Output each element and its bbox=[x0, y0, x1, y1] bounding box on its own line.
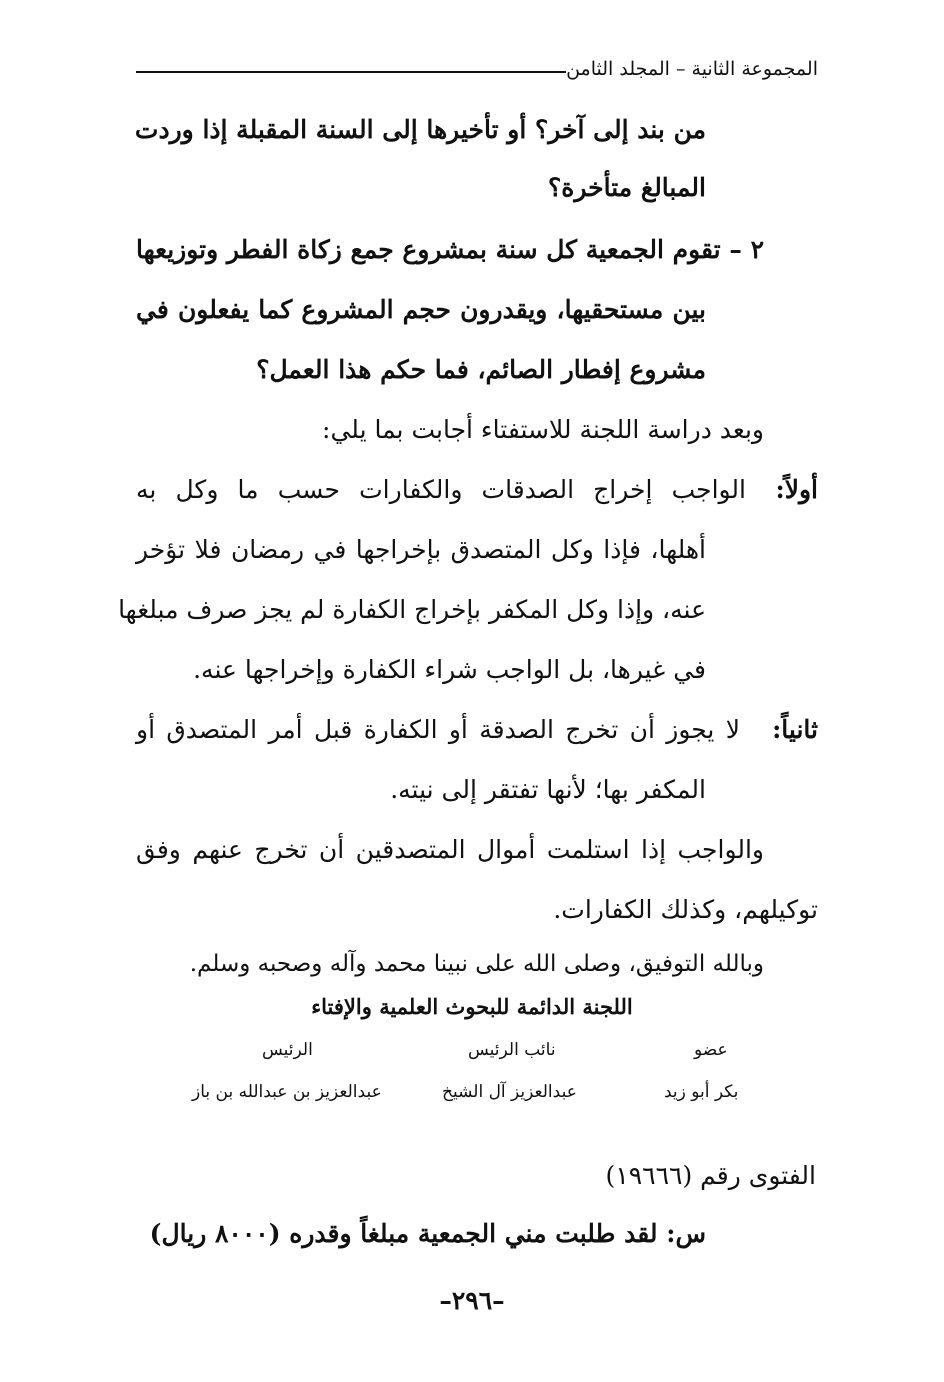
signatory-role: عضو bbox=[694, 1040, 728, 1060]
point-label-first: أولاً: bbox=[775, 475, 818, 504]
header-rule bbox=[136, 71, 566, 73]
point-first-line: في غيرها، بل الواجب شراء الكفارة وإخراجها عنه. bbox=[193, 655, 706, 684]
question-continuation-line: من بند إلى آخر؟ أو تأخيرها إلى السنة المقبلة إذا وردت bbox=[134, 115, 706, 144]
signatory-name: عبدالعزيز آل الشيخ bbox=[442, 1082, 577, 1102]
point-first-line: الواجب إخراج الصدقات والكفارات حسب ما وكل به bbox=[136, 475, 746, 504]
fatwa-number: الفتوى رقم (١٩٦٦٦) bbox=[605, 1161, 816, 1190]
point-second-line: لا يجوز أن تخرج الصدقة أو الكفارة قبل أمر المتصدق أو bbox=[136, 715, 740, 744]
running-header: المجموعة الثانية – المجلد الثامن bbox=[566, 58, 818, 80]
point-second-line: المكفر بها؛ لأنها تفتقر إلى نيته. bbox=[390, 775, 706, 804]
point-label-second: ثانياً: bbox=[772, 715, 818, 744]
closing-line: وبالله التوفيق، وصلى الله على نبينا محمد وآله وصحبه وسلم. bbox=[189, 951, 764, 977]
paragraph-line: توكيلهم، وكذلك الكفارات. bbox=[553, 895, 818, 924]
question-two-line: بين مستحقيها، ويقدرون حجم المشروع كما يفعلون في bbox=[136, 295, 706, 324]
page-number: –٢٩٦– bbox=[439, 1286, 505, 1315]
signatory-name: عبدالعزيز بن عبدالله بن باز bbox=[192, 1082, 382, 1102]
signatory-role: الرئيس bbox=[262, 1040, 313, 1060]
paragraph-line: والواجب إذا استلمت أموال المتصدقين أن تخرج عنهم وفق bbox=[136, 835, 764, 864]
question-start: س: لقد طلبت مني الجمعية مبلغاً وقدره (٨٠٠٠ ريال) bbox=[149, 1219, 706, 1248]
signatory-name: بكر أبو زيد bbox=[664, 1082, 739, 1102]
question-two-line: ٢ – تقوم الجمعية كل سنة بمشروع جمع زكاة الفطر وتوزيعها bbox=[136, 235, 764, 264]
signatory-role: نائب الرئيس bbox=[468, 1040, 556, 1060]
point-first-line: عنه، وإذا وكل المكفر بإخراج الكفارة لم يجز صرف مبلغها bbox=[118, 595, 706, 624]
committee-name: اللجنة الدائمة للبحوث العلمية والإفتاء bbox=[311, 994, 633, 1019]
question-continuation-line: المبالغ متأخرة؟ bbox=[548, 173, 706, 202]
answer-intro: وبعد دراسة اللجنة للاستفتاء أجابت بما يلي: bbox=[322, 415, 764, 444]
question-two-line: مشروع إفطار الصائم، فما حكم هذا العمل؟ bbox=[256, 355, 706, 384]
point-first-line: أهلها، فإذا وكل المتصدق بإخراجها في رمضان فلا تؤخر bbox=[136, 535, 706, 564]
